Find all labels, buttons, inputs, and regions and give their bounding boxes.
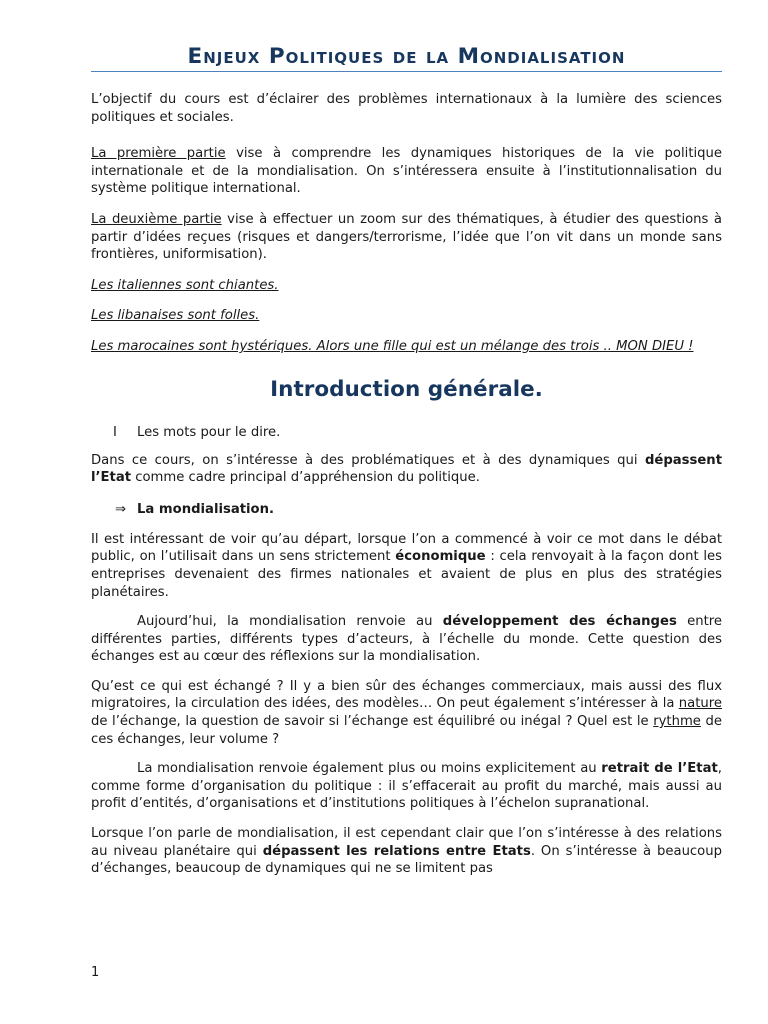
paragraph-first-part: La première partie vise à comprendre les dynamiques historiques de la vie politique internationale et de la mondialisation. On s’intéressera ensuite à l’institutionnalisation du système politique international. <box>91 146 722 197</box>
italic-line-3: Les marocaines sont hystériques. Alors une fille qui est un mélange des trois .. MON DIEU ! <box>91 338 694 354</box>
subsection-item <box>91 502 722 517</box>
section-number: I <box>113 424 117 440</box>
paragraph-second-part: La deuxième partie vise à effectuer un zoom sur des thématiques, à étudier des questions à partir d’idées reçues (risques et dangers/terrorisme, l’idée que l’on vit dans un monde sans frontières, uniformisation). <box>91 211 722 263</box>
italic-line-2: Les libanaises sont folles. <box>91 308 260 324</box>
section-title: Les mots pour le dire. <box>137 424 281 440</box>
paragraph-origin: Il est intéressant de voir qu’au départ, lorsque l’on a commencé à voir ce mot dans le débat public, on l’utilisait dans un sens strictement économique : cela renvoyait à la façon dont les entreprises devenaient des firmes nationales et avaient de plus en plus des stratégies planétaires. <box>91 531 722 600</box>
paragraph-exchanges: Qu’est ce qui est échangé ? Il y a bien sûr des échanges commerciaux, mais aussi des flux migratoires, la circulation des idées, des modèles… On peut également s’intéresser à la nature de l’échange, la question de savoir si l’échange est équilibré ou inégal ? Quel est le rythme de ces échanges, leur volume ? <box>91 678 722 747</box>
document-page <box>91 0 722 878</box>
section-item <box>91 425 722 440</box>
page-number: 1 <box>91 965 100 980</box>
paragraph-planetary: Lorsque l’on parle de mondialisation, il est cependant clair que l’on s’intéresse à des relations au niveau planétaire qui dépassent les relations entre Etats. On s’intéresse à beaucoup d’échanges, beaucoup de dynamiques qui ne se limitent pas <box>91 826 722 877</box>
paragraph-objective: L’objectif du cours est d’éclairer des problèmes internationaux à la lumière des sciences politiques et sociales. <box>91 92 722 125</box>
section-heading: Introduction générale. <box>270 376 543 402</box>
paragraph-today: Aujourd’hui, la mondialisation renvoie au développement des échanges entre différentes parties, différents types d’acteurs, à l’échelle du monde. Cette question des échanges est au cœur des réflexions sur la mondialisation. <box>91 614 722 665</box>
italic-line-1: Les italiennes sont chiantes. <box>91 277 279 293</box>
document-title: Enjeux Politiques de la Mondialisation <box>91 44 722 72</box>
paragraph-state-retreat: La mondialisation renvoie également plus ou moins explicitement au retrait de l’Etat, comme forme d’organisation du politique : il s’effacerait au profit du marché, mais aussi au profit d’entités, d’organisations et d’institutions politiques à l’échelon supranational. <box>91 761 722 812</box>
arrow-icon: ⇒ <box>115 501 127 517</box>
paragraph-intro: Dans ce cours, on s’intéresse à des problématiques et à des dynamiques qui dépassent l’Etat comme cadre principal d’appréhension du politique. <box>91 452 722 486</box>
subsection-title: La mondialisation. <box>137 501 275 517</box>
